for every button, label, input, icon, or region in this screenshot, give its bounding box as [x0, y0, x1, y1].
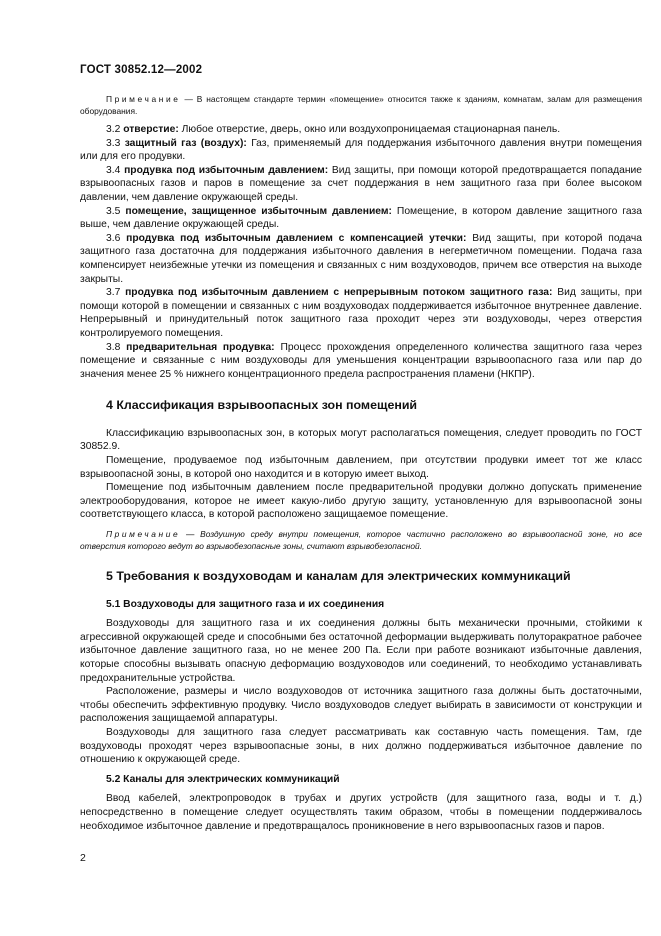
document-header: ГОСТ 30852.12—2002 — [80, 64, 203, 76]
definition-3-4 — [80, 164, 642, 205]
definition-term: защитный газ (воздух): — [124, 137, 247, 149]
definition-number: 3.5 — [106, 205, 121, 217]
note-section-4 — [80, 528, 642, 552]
definition-number: 3.4 — [106, 164, 121, 176]
note-text: — В настоящем стандарте термин «помещение» относится также к зданиям, комнатам, залам для размещения оборудования. — [80, 94, 642, 116]
definition-term: продувка под избыточным давлением: — [124, 164, 329, 176]
subsection-5-2-heading: 5.2 Каналы для электрических коммуникаций — [106, 773, 340, 785]
definition-text: Процесс прохождения определенного количества защитного газа через помещение и связанные с ним воздуховоды для уменьшения концентрации взрывоопасного газа или пар до значения менее 25 % нижнего концентрационного предела распространения пламени (НКПР). — [80, 341, 642, 380]
definition-3-5 — [80, 205, 642, 232]
note-label: Примечание — [106, 94, 181, 104]
definition-term: продувка под избыточным давлением с компенсацией утечки: — [126, 232, 467, 244]
definition-term: продувка под избыточным давлением с непрерывным потоком защитного газа: — [125, 287, 553, 299]
definition-3-3 — [80, 137, 642, 164]
page-number: 2 — [80, 852, 86, 864]
section-4-paragraph: Помещение, продуваемое под избыточным давлением, при отсутствии продувки имеет тот же класс взрывоопасной зоны, в которой оно находится и в которую имеет выход. — [80, 455, 642, 480]
definition-term: предварительная продувка: — [126, 341, 275, 353]
section-5-heading: 5 Требования к воздуховодам и каналам для электрических коммуникаций — [106, 569, 571, 584]
definition-number: 3.6 — [106, 232, 121, 244]
section-4-paragraph: Помещение под избыточным давлением после предварительной продувки должно допускать применение электрооборудования, которое не имеет какую-либо другую защиту, установленную для взрывоопасной зоны соответствующего класса, в которой расположено защищаемое помещение. — [80, 482, 642, 521]
definition-3-2 — [80, 123, 642, 137]
note-rooms — [80, 93, 642, 117]
definition-text: Вид защиты, при помощи которой предотвращается попадание взрывоопасных газов и паров в помещение за счет поддержания в нем защитного газа при более высоком давлении, чем давление окружающей среды. — [80, 164, 642, 203]
definition-number: 3.7 — [106, 287, 121, 299]
definition-number: 3.8 — [106, 341, 121, 353]
definition-3-6 — [80, 232, 642, 286]
definition-text: Вид защиты, при которой подача защитного газа достаточна для поддержания избыточного давления в негерметичном помещении. Подача газа компенсирует неизбежные утечки из помещения и связанных с ним воздуховодов, причем все отверстия на выходе закрыты. — [80, 232, 642, 285]
definition-text: Газ, применяемый для поддержания избыточного давления внутри помещения или для его продувки. — [80, 137, 642, 163]
section-4-heading: 4 Классификация взрывоопасных зон помещений — [106, 398, 418, 413]
definition-term: помещение, защищенное избыточным давлением: — [125, 205, 392, 217]
subsection-5-2-paragraph: Ввод кабелей, электропроводок в трубах и других устройств (для защитного газа, воды и т. д.) непосредственно в помещение следует осуществлять таким образом, чтобы в помещении поддерживалось необходимое избыточное давление и предотвращалось проникновение в него взрывоопасных газов и паров. — [80, 793, 642, 832]
definition-term: отверстие: — [123, 124, 179, 135]
note-label: Примечание — [106, 529, 181, 540]
definition-text: Помещение, в котором давление защитного газа выше, чем давление окружающей среды. — [80, 205, 642, 231]
subsection-5-1-heading: 5.1 Воздуховоды для защитного газа и их соединения — [106, 598, 385, 610]
section-4-paragraph: Классификацию взрывоопасных зон, в которых могут располагаться помещения, следует проводить по ГОСТ 30852.9. — [80, 427, 642, 453]
definition-number: 3.3 — [106, 137, 121, 149]
subsection-5-1-paragraph: Расположение, размеры и число воздуховодов от источника защитного газа должны быть достаточными, чтобы обеспечить эффективную продувку. Число воздуховодов следует выбирать в зависимости от конструкции и расположения защищаемой аппаратуры. — [80, 686, 642, 725]
definition-text: Любое отверстие, дверь, окно или воздухопроницаемая стационарная панель. — [181, 124, 561, 135]
definition-3-8 — [80, 341, 642, 382]
note-text: — Воздушную среду внутри помещения, которое частично расположено во взрывоопасной зоне, но все отверстия которого ведут во взрывобезопасные зоны, считают взрывобезопасной. — [80, 529, 643, 552]
definition-text: Вид защиты, при помощи которой в помещении и связанных с ним воздуховодах поддерживается избыточное внутреннее давление. Непрерывный и принудительный поток защитного газа проходит через эти воздуховоды, через отверстия контролируемого помещения. — [80, 287, 642, 339]
subsection-5-1-paragraph: Воздуховоды для защитного газа следует рассматривать как составную часть помещения. Там, где воздуховоды проходят через взрывоопасные зоны, в них должно поддерживаться избыточное давление по отношению к окружающей среде. — [80, 726, 642, 766]
definition-3-7 — [80, 286, 642, 340]
subsection-5-1-paragraph: Воздуховоды для защитного газа и их соединения должны быть механически прочными, стойкими к агрессивной окружающей среде и способными без остаточной деформации выдерживать полуторакратное рабочее избыточное давление защитного газа, но не менее 200 Па. Если при работе возникают избыточные давления, которые способны вызывать опасную деформацию воздуховодов или соединений, то необходимо устанавливать предохранительные устройства. — [80, 618, 642, 684]
definition-number: 3.2 — [106, 124, 121, 135]
page-content — [80, 93, 642, 833]
